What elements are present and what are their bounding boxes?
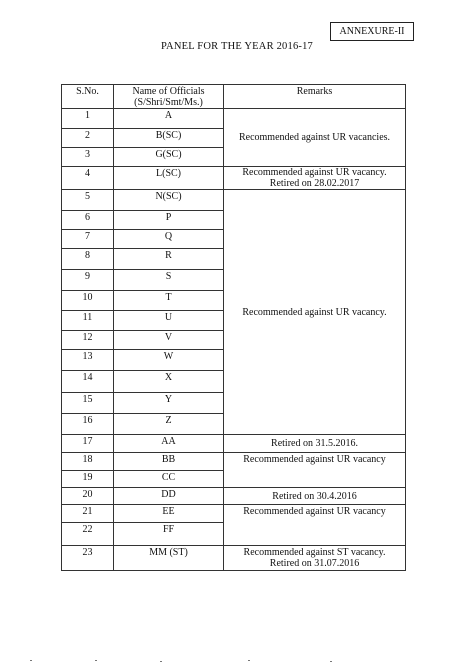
row-name: CC: [114, 471, 224, 488]
scan-specks: [0, 660, 474, 662]
row-name: EE: [114, 505, 224, 523]
header-name: [114, 85, 224, 109]
header-name-line2: (S/Shri/Smt/Ms.): [134, 97, 203, 108]
scan-speck: [330, 661, 332, 662]
row-name: A: [114, 109, 224, 129]
row-sno: 6: [62, 211, 114, 230]
row-name: R: [114, 249, 224, 270]
table-row: [62, 488, 406, 505]
row-sno: 2: [62, 129, 114, 148]
row-sno: 20: [62, 488, 114, 505]
row-name: MM (ST): [114, 546, 224, 571]
row-name: B(SC): [114, 129, 224, 148]
row-sno: 4: [62, 167, 114, 190]
row-sno: 23: [62, 546, 114, 571]
row-sno: 22: [62, 523, 114, 546]
row-name: DD: [114, 488, 224, 505]
row-name: W: [114, 350, 224, 371]
remarks-line: Recommended against ST vacancy.: [243, 547, 386, 558]
row-sno: 14: [62, 371, 114, 393]
row-name: T: [114, 291, 224, 311]
remarks-cell: Recommended against UR vacancies.: [224, 109, 406, 167]
row-sno: 15: [62, 393, 114, 414]
table-row: [62, 453, 406, 471]
row-sno: 5: [62, 190, 114, 211]
row-name: L(SC): [114, 167, 224, 190]
remarks-cell: Recommended against UR vacancy: [224, 505, 406, 546]
row-name: U: [114, 311, 224, 331]
row-name: G(SC): [114, 148, 224, 167]
row-sno: 12: [62, 331, 114, 350]
header-name-line1: Name of Officials: [132, 86, 205, 97]
remarks-cell: Recommended against UR vacancy.: [224, 190, 406, 435]
page-title: PANEL FOR THE YEAR 2016-17: [160, 41, 313, 52]
table-row: [62, 546, 406, 571]
remarks-cell: Retired on 31.5.2016.: [224, 435, 406, 453]
header-sno: S.No.: [62, 85, 114, 109]
row-name: Q: [114, 230, 224, 249]
table-row: [62, 167, 406, 190]
header-remarks: Remarks: [224, 85, 406, 109]
remarks-cell: Recommended against UR vacancy: [224, 453, 406, 488]
row-sno: 17: [62, 435, 114, 453]
row-sno: 19: [62, 471, 114, 488]
row-sno: 16: [62, 414, 114, 435]
remarks-line: Recommended against UR vacancy.: [242, 167, 387, 178]
remarks-line: Retired on 31.07.2016: [269, 558, 360, 569]
row-sno: 1: [62, 109, 114, 129]
remarks-cell: [224, 546, 406, 571]
row-name: N(SC): [114, 190, 224, 211]
row-name: FF: [114, 523, 224, 546]
row-sno: 10: [62, 291, 114, 311]
table-row: [62, 435, 406, 453]
row-name: Z: [114, 414, 224, 435]
row-sno: 7: [62, 230, 114, 249]
row-sno: 8: [62, 249, 114, 270]
row-name: S: [114, 270, 224, 291]
table-header-row: [62, 85, 406, 109]
row-sno: 11: [62, 311, 114, 331]
table-row: [62, 190, 406, 211]
row-name: V: [114, 331, 224, 350]
row-sno: 21: [62, 505, 114, 523]
remarks-line: Retired on 28.02.2017: [269, 178, 360, 189]
row-name: P: [114, 211, 224, 230]
row-name: AA: [114, 435, 224, 453]
row-sno: 9: [62, 270, 114, 291]
panel-table: [61, 84, 406, 571]
row-name: Y: [114, 393, 224, 414]
table-row: [62, 505, 406, 523]
scan-speck: [95, 660, 97, 661]
remarks-cell: [224, 167, 406, 190]
table-row: [62, 109, 406, 129]
row-name: X: [114, 371, 224, 393]
row-name: BB: [114, 453, 224, 471]
scan-speck: [160, 661, 162, 662]
remarks-cell: Retired on 30.4.2016: [224, 488, 406, 505]
annexure-label: ANNEXURE-II: [330, 22, 414, 41]
scan-speck: [30, 660, 32, 661]
row-sno: 13: [62, 350, 114, 371]
row-sno: 3: [62, 148, 114, 167]
row-sno: 18: [62, 453, 114, 471]
scan-speck: [248, 660, 250, 661]
